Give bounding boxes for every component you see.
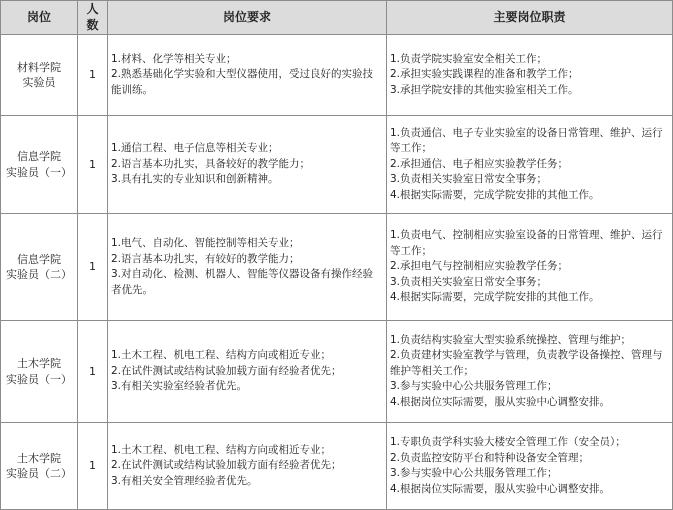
duty-item: 4.根据实际需要，完成学院安排的其他工作。 [390, 291, 600, 304]
table-row [1, 116, 673, 214]
requirements-cell [108, 116, 387, 214]
requirement-item: 1.土木工程、机电工程、结构方向或相近专业； [111, 349, 332, 362]
duty-item: 4.根据岗位实际需要，服从实验中心调整安排。 [390, 395, 611, 408]
duty-item: 2.负责建材实验室教学与管理，负责教学设备操控、管理与维护等相关工作； [390, 349, 663, 377]
requirement-item: 1.土木工程、机电工程、结构方向或相近专业； [111, 443, 332, 456]
post-cell [1, 116, 78, 214]
requirement-item: 1.通信工程、电子信息等相关专业； [111, 142, 279, 155]
requirement-item: 3.具有扎实的专业知识和创新精神。 [111, 173, 279, 186]
post-cell [1, 321, 78, 423]
table-row [1, 423, 673, 510]
duty-item: 3.负责相关实验室日常安全事务； [390, 173, 548, 186]
duty-item: 1.专职负责学科实验大楼安全管理工作（安全员）； [390, 436, 626, 448]
requirements-cell [108, 35, 387, 116]
post-cell [1, 423, 78, 510]
post-name-line1: 信息学院 [17, 150, 61, 163]
post-name-line1: 材料学院 [17, 60, 61, 74]
count-cell: 1 [78, 116, 108, 214]
count-cell: 1 [78, 321, 108, 423]
duty-item: 3.负责相关实验室日常安全事务； [390, 275, 548, 288]
duty-item: 3.承担学院安排的其他实验室相关工作。 [390, 83, 579, 96]
header-requirements: 岗位要求 [108, 1, 387, 35]
header-row [1, 1, 673, 35]
duty-item: 2.承担实验实践课程的准备和教学工作； [390, 68, 579, 81]
requirement-item: 2.熟悉基础化学实验和大型仪器使用，受过良好的实验技能训练。 [111, 68, 374, 96]
duty-item: 1.负责结构实验室大型实验系统操控、管理与维护； [390, 333, 632, 346]
table-row [1, 321, 673, 423]
duty-item: 1.负责电气、控制相应实验室设备的日常管理、维护、运行等工作； [390, 229, 663, 257]
post-name-line2: 实验员（一） [6, 165, 72, 179]
requirement-item: 3.有相关实验室经验者优先。 [111, 380, 248, 393]
duties-cell [387, 214, 673, 321]
post-name-line2: 实验员（二） [6, 467, 72, 480]
count-cell: 1 [78, 214, 108, 321]
requirement-item: 2.在试件测试或结构试验加载方面有经验者优先； [111, 459, 342, 472]
duties-cell [387, 116, 673, 214]
duty-item: 1.负责通信、电子专业实验室的设备日常管理、维护、运行等工作； [390, 126, 663, 155]
header-duties: 主要岗位职责 [387, 1, 673, 35]
post-name-line1: 信息学院 [17, 252, 61, 266]
header-post: 岗位 [1, 1, 78, 35]
requirement-item: 2.语言基本功扎实，有较好的教学能力； [111, 252, 300, 265]
post-name-line1: 土木学院 [17, 357, 61, 370]
post-name-line2: 实验员（二） [6, 268, 72, 281]
table-row [1, 214, 673, 321]
post-cell [1, 35, 78, 116]
count-cell: 1 [78, 423, 108, 510]
duty-item: 4.根据实际需要，完成学院安排的其他工作。 [390, 188, 600, 201]
count-cell: 1 [78, 35, 108, 116]
duty-item: 2.负责监控安防平台和特种设备安全管理； [390, 451, 590, 464]
duty-item: 2.承担电气与控制相应实验教学任务； [390, 260, 569, 273]
duties-cell [387, 35, 673, 116]
header-count: 人数 [78, 1, 108, 35]
duties-cell [387, 423, 673, 510]
requirement-item: 1.材料、化学等相关专业； [111, 52, 237, 65]
post-name-line2: 实验员（一） [6, 372, 72, 386]
requirements-cell [108, 214, 387, 321]
duties-cell [387, 321, 673, 423]
duty-item: 3.参与实验中心公共服务管理工作； [390, 467, 558, 479]
post-cell [1, 214, 78, 321]
requirement-item: 1.电气、自动化、智能控制等相关专业； [111, 237, 300, 249]
duty-item: 2.承担通信、电子相应实验教学任务； [390, 157, 569, 170]
post-name-line2: 实验员 [22, 76, 56, 89]
requirement-item: 2.在试件测试或结构试验加载方面有经验者优先； [111, 364, 342, 377]
requirement-item: 3.对自动化、检测、机器人、智能等仪器设备有操作经验者优先。 [111, 268, 374, 296]
requirement-item: 2.语言基本功扎实，具备较好的教学能力； [111, 157, 311, 170]
requirement-item: 3.有相关安全管理经验者优先。 [111, 474, 258, 487]
duty-item: 3.参与实验中心公共服务管理工作； [390, 380, 558, 393]
duty-item: 1.负责学院实验室安全相关工作； [390, 52, 548, 65]
requirements-cell [108, 321, 387, 423]
requirements-cell [108, 423, 387, 510]
duty-item: 4.根据岗位实际需要，服从实验中心调整安排。 [390, 482, 611, 495]
table-row [1, 35, 673, 116]
post-name-line1: 土木学院 [17, 451, 61, 465]
